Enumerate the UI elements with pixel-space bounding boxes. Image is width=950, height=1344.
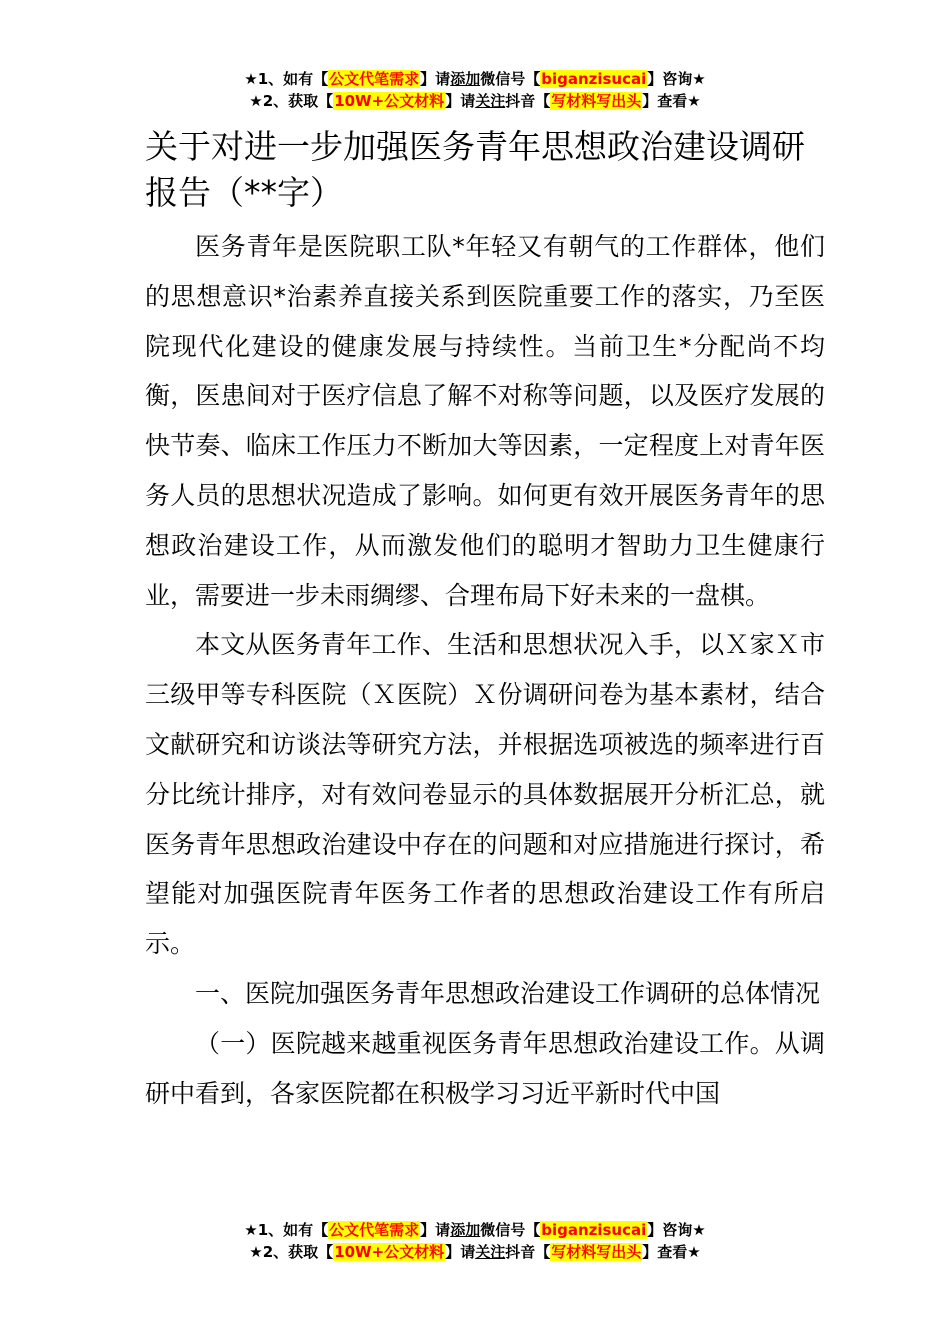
- banner-line-1: ★1、如有【公文代笔需求】请添加微信号【biganzisucai】咨询★: [244, 70, 706, 88]
- banner-line-2: ★2、获取【10W+公文材料】请关注抖音【写材料写出头】查看★: [249, 92, 701, 110]
- top-banner: [0, 68, 950, 112]
- highlight-wechat-id: biganzisucai: [541, 1221, 647, 1239]
- paragraph: 本文从医务青年工作、生活和思想状况入手，以Ｘ家Ｘ市三级甲等专科医院（Ｘ医院）Ｘ份调研问卷为基本素材，结合文献研究和访谈法等研究方法，并根据选项被选的频率进行百分比统计排序，对有效问卷显示的具体数据展开分析汇总，就医务青年思想政治建设中存在的问题和对应措施进行探讨，希望能对加强医院青年医务工作者的思想政治建设工作有所启示。: [145, 630, 825, 959]
- paragraph: （一）医院越来越重视医务青年思想政治建设工作。从调研中看到，各家医院都在积极学习习近平新时代中国: [145, 1028, 825, 1108]
- document-body: [145, 222, 825, 1118]
- bottom-banner: [0, 1219, 950, 1263]
- highlight-douyin-id: 写材料写出头: [551, 1243, 642, 1261]
- document-title: 关于对进一步加强医务青年思想政治建设调研报告（**字）: [145, 127, 805, 212]
- highlight-materials: 10W+公文材料: [334, 1243, 445, 1261]
- highlight-wechat-id: biganzisucai: [541, 70, 647, 88]
- banner-line-2: ★2、获取【10W+公文材料】请关注抖音【写材料写出头】查看★: [249, 1243, 701, 1261]
- section-heading: 一、医院加强医务青年思想政治建设工作调研的总体情况: [195, 978, 821, 1008]
- highlight-service: 公文代笔需求: [329, 1221, 420, 1239]
- highlight-douyin-id: 写材料写出头: [551, 92, 642, 110]
- highlight-service: 公文代笔需求: [329, 70, 420, 88]
- highlight-materials: 10W+公文材料: [334, 92, 445, 110]
- paragraph: 医务青年是医院职工队*年轻又有朝气的工作群体，他们的思想意识*治素养直接关系到医院重要工作的落实，乃至医院现代化建设的健康发展与持续性。当前卫生*分配尚不均衡，医患间对于医疗信息了解不对称等问题，以及医疗发展的快节奏、临床工作压力不断加大等因素，一定程度上对青年医务人员的思想状况造成了影响。如何更有效开展医务青年的思想政治建设工作，从而激发他们的聪明才智助力卫生健康行业，需要进一步未雨绸缪、合理布局下好未来的一盘棋。: [145, 232, 825, 610]
- banner-line-1: ★1、如有【公文代笔需求】请添加微信号【biganzisucai】咨询★: [244, 1221, 706, 1239]
